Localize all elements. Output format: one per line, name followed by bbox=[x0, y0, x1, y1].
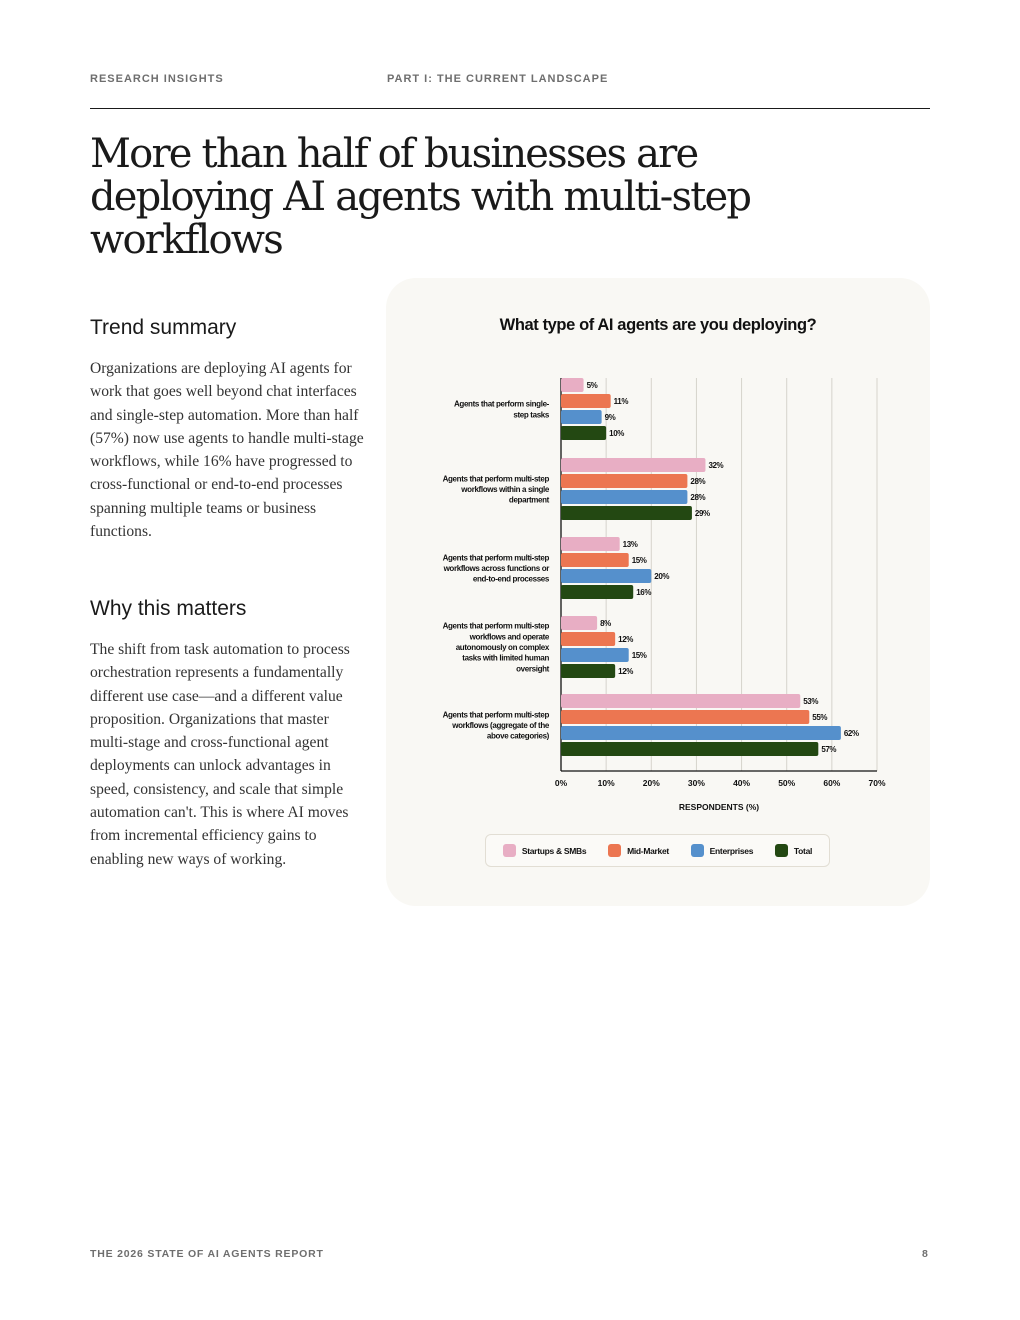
header-divider bbox=[90, 108, 930, 109]
data-label: 29% bbox=[694, 509, 710, 518]
why-matters-heading: Why this matters bbox=[90, 597, 247, 620]
data-label: 15% bbox=[631, 556, 647, 565]
x-tick-label: 0% bbox=[554, 778, 568, 788]
data-label: 10% bbox=[609, 429, 624, 438]
legend-swatch bbox=[775, 844, 788, 857]
bar bbox=[561, 553, 629, 567]
data-label: 16% bbox=[636, 588, 652, 597]
x-tick-label: 50% bbox=[778, 778, 796, 788]
report-name: THE 2026 STATE OF AI AGENTS REPORT bbox=[90, 1248, 324, 1260]
bar bbox=[561, 694, 800, 708]
legend-label: Startups & SMBs bbox=[521, 845, 587, 856]
bar bbox=[561, 710, 809, 724]
trend-summary-section bbox=[90, 316, 365, 543]
section-label: RESEARCH INSIGHTS bbox=[90, 73, 224, 85]
data-label: 28% bbox=[690, 477, 706, 486]
bar bbox=[561, 474, 687, 488]
bar bbox=[561, 458, 705, 472]
bar-chart bbox=[386, 278, 930, 906]
bar bbox=[561, 569, 651, 583]
part-label: PART I: THE CURRENT LANDSCAPE bbox=[387, 73, 609, 85]
x-tick-label: 20% bbox=[642, 778, 660, 788]
legend-item bbox=[691, 844, 753, 857]
bar bbox=[561, 664, 615, 678]
data-label: 9% bbox=[604, 413, 616, 422]
x-tick-label: 40% bbox=[733, 778, 751, 788]
data-label: 28% bbox=[690, 493, 706, 502]
bar bbox=[561, 537, 620, 551]
legend-item bbox=[503, 844, 586, 857]
legend-item bbox=[608, 844, 669, 857]
data-label: 12% bbox=[618, 667, 633, 676]
bar bbox=[561, 490, 687, 504]
category-label: Agents that perform multi-step workflows within a single department bbox=[442, 474, 549, 505]
bar bbox=[561, 616, 597, 630]
data-label: 57% bbox=[821, 745, 837, 754]
bar bbox=[561, 426, 606, 440]
chart-legend bbox=[485, 834, 830, 867]
legend-swatch bbox=[503, 844, 516, 857]
category-label: Agents that perform multi-step workflows (aggregate of the above categories) bbox=[442, 710, 549, 741]
x-tick-label: 10% bbox=[597, 778, 615, 788]
data-label: 5% bbox=[586, 381, 598, 390]
category-label: Agents that perform multi-step workflows and operate autonomously on complex tasks with limited human oversight bbox=[442, 621, 549, 674]
bar bbox=[561, 632, 615, 646]
data-label: 62% bbox=[843, 729, 859, 738]
legend-label: Total bbox=[793, 845, 813, 856]
legend-item bbox=[775, 844, 812, 857]
legend-label: Enterprises bbox=[709, 845, 754, 856]
bar bbox=[561, 726, 841, 740]
bar bbox=[561, 585, 633, 599]
bar bbox=[561, 410, 602, 424]
why-matters-section bbox=[90, 597, 365, 871]
why-matters-body: The shift from task automation to process orchestration represents a fundamentally different use case—and a different value proposition. Organizations that master multi-stage and cross-functional agent deployments can unlock advantages in speed, consistency, and scale that simple automation can't. This is where AI moves from incremental efficiency gains to enabling new ways of working. bbox=[90, 641, 350, 868]
category-label: Agents that perform multi-step workflows across functions or end-to-end processes bbox=[442, 553, 549, 584]
legend-swatch bbox=[608, 844, 621, 857]
category-label: Agents that perform single-step tasks bbox=[453, 399, 549, 420]
data-label: 15% bbox=[631, 651, 647, 660]
bar bbox=[561, 378, 584, 392]
data-label: 32% bbox=[708, 461, 724, 470]
legend-swatch bbox=[691, 844, 704, 857]
page-title: More than half of businesses are deploying AI agents with multi-step workflows bbox=[90, 131, 751, 263]
trend-summary-heading: Trend summary bbox=[90, 316, 237, 339]
data-label: 13% bbox=[622, 540, 638, 549]
trend-summary-body: Organizations are deploying AI agents for work that goes well beyond chat interfaces and single-step automation. More than half (57%) now use agents to handle multi-stage workflows, while 16% have progressed to cross-functional or end-to-end processes spanning multiple teams or business functions. bbox=[90, 360, 364, 541]
x-axis-label: RESPONDENTS (%) bbox=[678, 802, 760, 812]
legend-label: Mid-Market bbox=[627, 845, 669, 856]
bar bbox=[561, 506, 692, 520]
x-tick-label: 30% bbox=[687, 778, 705, 788]
x-tick-label: 60% bbox=[823, 778, 841, 788]
data-label: 8% bbox=[600, 619, 611, 628]
data-label: 20% bbox=[654, 572, 670, 581]
chart-title: What type of AI agents are you deploying? bbox=[499, 316, 817, 334]
chart-card bbox=[386, 278, 930, 906]
bar bbox=[561, 394, 611, 408]
data-label: 55% bbox=[812, 713, 828, 722]
bar bbox=[561, 648, 629, 662]
bar bbox=[561, 742, 818, 756]
page-number: 8 bbox=[922, 1248, 929, 1260]
data-label: 11% bbox=[613, 397, 629, 406]
x-tick-label: 70% bbox=[868, 778, 886, 788]
data-label: 12% bbox=[618, 635, 633, 644]
data-label: 53% bbox=[803, 697, 819, 706]
